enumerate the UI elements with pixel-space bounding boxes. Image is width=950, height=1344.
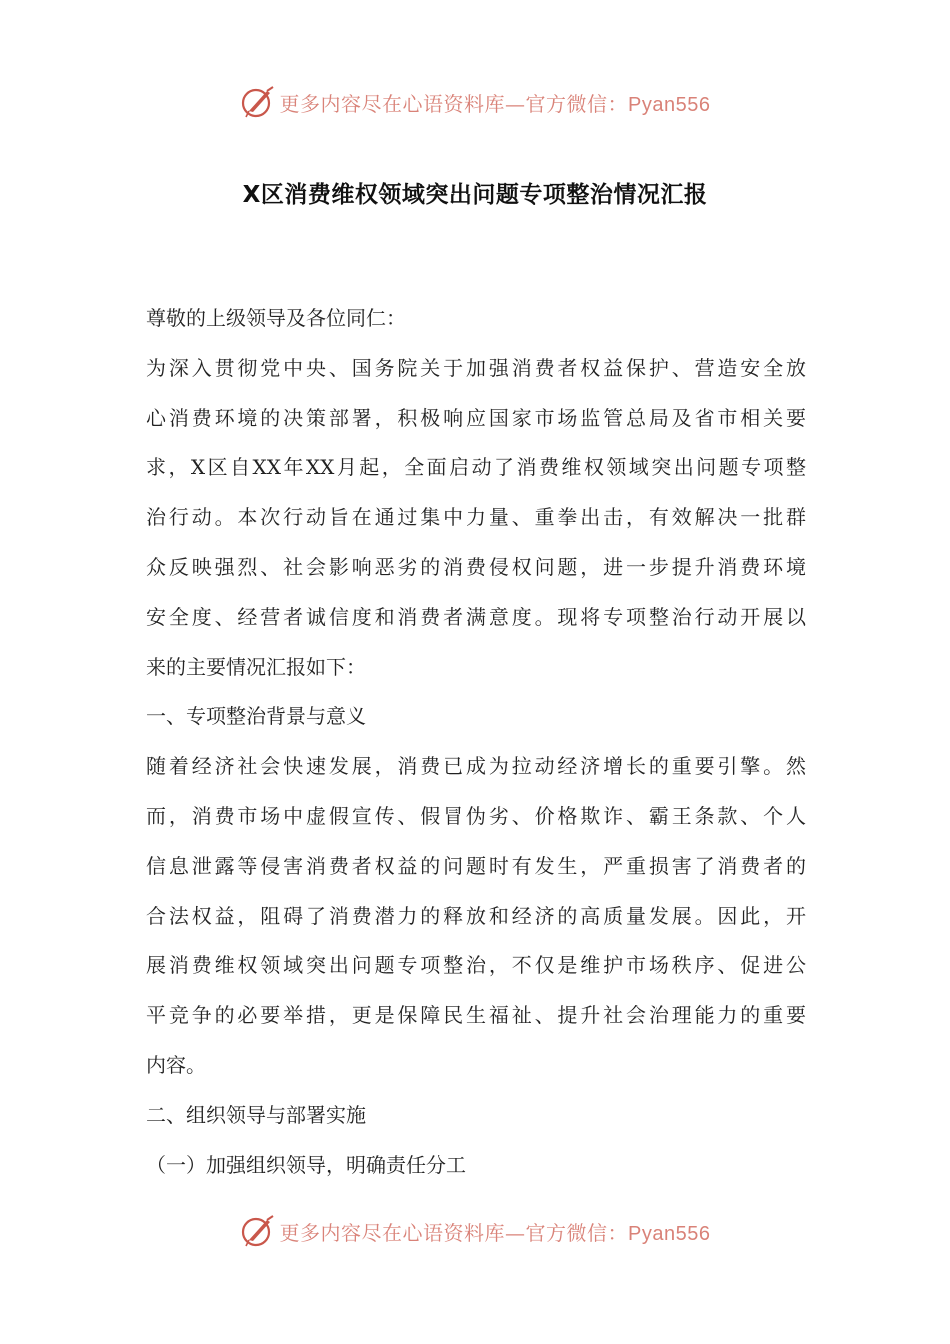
paragraph-line: 治行动。本次行动旨在通过集中力量、重拳出击，有效解决一批群 xyxy=(146,505,806,530)
salutation: 尊敬的上级领导及各位同仁： xyxy=(146,306,406,330)
wechat-id: Pyan556 xyxy=(628,93,711,116)
paragraph-line: 平竞争的必要举措，更是保障民生福祉、提升社会治理能力的重要 xyxy=(146,1003,806,1028)
paragraph-line: 心消费环境的决策部署，积极响应国家市场监管总局及省市相关要 xyxy=(146,405,806,430)
paragraph-line: 展消费维权领域突出问题专项整治，不仅是维护市场秩序、促进公 xyxy=(146,953,806,978)
paragraph-line: 而，消费市场中虚假宣传、假冒伪劣、价格欺诈、霸王条款、个人 xyxy=(146,803,806,828)
section-heading: 二、组织领导与部署实施 xyxy=(146,1102,366,1127)
watermark-text: 更多内容尽在心语资料库—官方微信：Pyan556 xyxy=(279,1220,711,1245)
section-heading: 一、专项整治背景与意义 xyxy=(146,704,366,729)
paragraph-line: 信息泄露等侵害消费者权益的问题时有发生，严重损害了消费者的 xyxy=(146,853,806,878)
paragraph-line: 众反映强烈、社会影响恶劣的消费侵权问题，进一步提升消费环境 xyxy=(146,554,806,579)
document-title: X区消费维权领域突出问题专项整治情况汇报 xyxy=(242,182,708,208)
paragraph-line: 来的主要情况汇报如下： xyxy=(146,654,366,679)
quill-logo-icon xyxy=(240,1213,276,1249)
paragraph-line: 随着经济社会快速发展，消费已成为拉动经济增长的重要引擎。然 xyxy=(146,754,806,779)
paragraph-line: 安全度、经营者诚信度和消费者满意度。现将专项整治行动开展以 xyxy=(146,604,806,629)
paragraph-line: 内容。 xyxy=(146,1052,206,1077)
subsection-heading: （一）加强组织领导，明确责任分工 xyxy=(146,1152,466,1177)
paragraph-line: 合法权益，阻碍了消费潜力的释放和经济的高质量发展。因此，开 xyxy=(146,903,806,928)
document-body xyxy=(146,294,806,1190)
quill-logo-icon xyxy=(240,84,276,120)
paragraph-line: 求，X区自XX年XX月起，全面启动了消费维权领域突出问题专项整 xyxy=(146,455,806,480)
watermark-banner-bottom xyxy=(0,1211,950,1251)
watermark-text: 更多内容尽在心语资料库—官方微信：Pyan556 xyxy=(279,91,711,116)
watermark-banner-top xyxy=(0,82,950,122)
paragraph-line: 为深入贯彻党中央、国务院关于加强消费者权益保护、营造安全放 xyxy=(146,355,806,380)
wechat-id: Pyan556 xyxy=(628,1222,711,1245)
